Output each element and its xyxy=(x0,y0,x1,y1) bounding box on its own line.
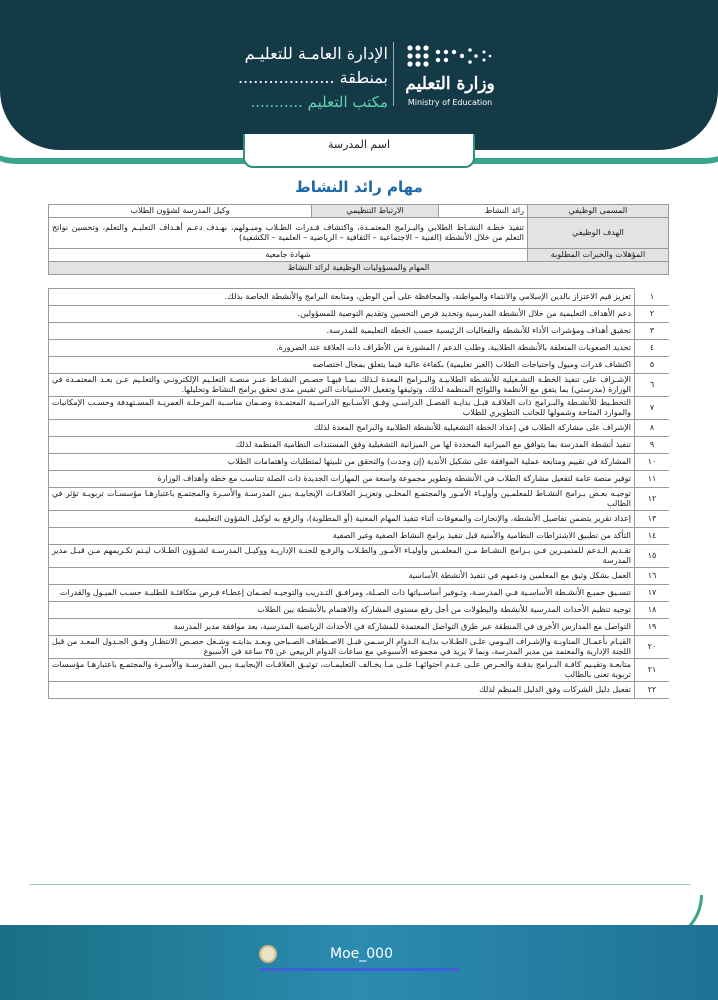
region-line: بمنطقة ................... xyxy=(237,68,388,87)
reporting-value: وكيل المدرسة لشؤون الطلاب xyxy=(49,205,312,218)
duty-number: ٦ xyxy=(635,374,670,397)
footer-handle: Moe_000 xyxy=(330,946,393,962)
duty-number: ١٧ xyxy=(635,585,670,602)
quals-row xyxy=(49,249,669,262)
duty-number: ٢١ xyxy=(635,659,670,682)
duty-number: ٢ xyxy=(635,306,670,323)
duty-number: ١٥ xyxy=(635,545,670,568)
duty-text: تقـديم الـدعم للمتميـزين فـي بـرامج النشـاط مـن المعلمـين وأوليـاء الأمـور والطـلاب والرفـع للجنـة الإداريـة ووكيـل المدرسـة لشـؤون الطـلاب ليـتم تكـريمهم مـن قبـل مدير المدرسة xyxy=(49,545,635,568)
duty-number: ١٢ xyxy=(635,488,670,511)
duties-header-row xyxy=(49,262,669,275)
duty-text: تنفيذ أنشطة المدرسة بما يتوافق مع الميزانية المحددة لها من الميزانية التشغيلية وفق المستندات النظامية المنظمة لذلك xyxy=(49,437,635,454)
duty-number: ١٤ xyxy=(635,528,670,545)
duty-text: توفير منصة عامة لتفعيل مشاركة الطلاب في الأنشطة وتطوير مجموعة واسعة من المهارات الجديدة ذات الصلة تتناسب مع خطة وأهداف الوزارة xyxy=(49,471,635,488)
quals-label: المؤهلات والخبرات المطلوبة xyxy=(528,249,669,262)
footer-logo-icon xyxy=(259,945,277,963)
duty-text: المشاركة في تقييم ومتابعة عملية الموافقة على تشكيل الأندية (إن وجدت) والتحقق من تلبيتها لمتطلبات واهتمامات الطلاب xyxy=(49,454,635,471)
duty-number: ١٣ xyxy=(635,511,670,528)
duties-list xyxy=(49,289,670,699)
duty-row xyxy=(49,397,670,420)
duty-number: ٥ xyxy=(635,357,670,374)
duty-text: دعم الأهداف التعليمية من خلال الأنشطة المدرسية وتحديد فرص التحسين وتقديم التوصية للمسؤولين. xyxy=(49,306,635,323)
duties-header: المهام والمسؤوليات الوظيفية لرائد النشاط xyxy=(49,262,669,275)
job-info-table xyxy=(48,204,669,275)
duty-row xyxy=(49,619,670,636)
duty-row xyxy=(49,585,670,602)
duty-row xyxy=(49,602,670,619)
duty-text: التخطـيط للأنشـطة والبـرامج ذات العلاقـة قبـل بدايـة الفصـل الدراسـي وفـق الأسـابيع الدراسـية المعتمـدة وضـمان مناسـبة المرحلـة العمريـة المسـتهدفة وحسـب الإمكانيات والموارد المتاحة وشمولها للجانب التطويري للطلاب xyxy=(49,397,635,420)
duty-number: ٩ xyxy=(635,437,670,454)
duty-row xyxy=(49,488,670,511)
duty-text: تنسـيق جميـع الأنشـطة الأساسـية فـي المدرسـة، وتـوفير أساسـياتها ذات الصـلة، ومرافـق التـدريب والتوجيـه لضـمان إعطـاء فـرص متكافئـة للطلبـة حسـب الميـول والقدرات xyxy=(49,585,635,602)
duty-row xyxy=(49,357,670,374)
duty-text: القيـام بأعمـال المناوبـة والإشـراف اليـومي علـى الطـلاب بدايـة الـدوام الرسـمي قبـل الاصـطفاف الصـباحي وبعـد بدايتـه وشـغل حصـص الانتظـار وفـق الجـدول المعـد من قبل اللجنة الإدارية والمعتمد من مدير المدرسة، وبما لا يزيد في مجموعه الأسبوعي مع ساعات الدوام الربيعي عن ٣٥ ساعة في الأسبوع xyxy=(49,636,635,659)
duty-row xyxy=(49,682,670,699)
job-title-value: رائد النشاط xyxy=(439,205,528,218)
logo-dots-icon xyxy=(404,42,494,74)
logo-arabic-text: وزارة التعليم xyxy=(405,74,495,94)
duty-number: ١٠ xyxy=(635,454,670,471)
duty-text: التواصل مع المدارس الأخرى في المنطقة عبر طرق التواصل المعتمدة للمشاركة في الأحداث الرياضية المدرسية، بعد موافقة مدير المدرسة xyxy=(49,619,635,636)
duty-number: ١٨ xyxy=(635,602,670,619)
duty-row xyxy=(49,437,670,454)
duty-number: ١٩ xyxy=(635,619,670,636)
duty-text: توجيه تنظيم الأحداث المدرسية للأنشطة والبطولات من أجل رفع مستوى المشاركة والاهتمام بالأنشطة بين الطلاب xyxy=(49,602,635,619)
goal-label: الهدف الوظيفي xyxy=(528,218,669,249)
footer-divider xyxy=(30,884,690,885)
duty-text: التأكد من تطبيق الاشتراطات النظامية والأمنية قبل تنفيذ برامج النشاط الصفية وغير الصفية xyxy=(49,528,635,545)
duty-number: ٨ xyxy=(635,420,670,437)
duty-row xyxy=(49,420,670,437)
reporting-label: الارتباط التنظيمي xyxy=(312,205,439,218)
duty-row xyxy=(49,289,670,306)
job-title-label: المسمى الوظيفي xyxy=(528,205,669,218)
ministry-logo xyxy=(400,42,500,106)
duty-row xyxy=(49,568,670,585)
duty-text: تعزيز قيم الاعتزاز بالدين الإسلامي والانتماء والمواطنة، والمحافظة على أمن الوطن، ومتابعة البرامج والأنشطة الخاصة بذلك. xyxy=(49,289,635,306)
duty-row xyxy=(49,545,670,568)
admin-title: الإدارة العامـة للتعليـم xyxy=(244,44,388,63)
goal-value: تنفيذ خطـة النشـاط الطلابي والبـرامج المعتمـدة، واكتشاف قـدرات الطـلاب وميـولهم، بهـدف دعـم أهـداف التعليـم والتعلم، وتحسين نواتج التعلم من خلال الأنشطة (الفنية – الاجتماعية – الثقافية – الرياضية – العلمية – الكشفية) xyxy=(49,218,528,249)
page-title: مهام رائد النشاط xyxy=(295,178,423,196)
logo-english-text: Ministry of Education xyxy=(407,98,493,107)
duty-row xyxy=(49,511,670,528)
duty-number: ٤ xyxy=(635,340,670,357)
school-name-tab: اسم المدرسة xyxy=(243,134,475,168)
duty-text: الإشراف على مشاركة الطلاب في إعداد الخطة التشغيلية للأنشطة الطلابية والبرامج المعدة لذلك xyxy=(49,420,635,437)
duty-row xyxy=(49,471,670,488)
duty-row xyxy=(49,374,670,397)
goal-row xyxy=(49,218,669,249)
duty-text: العمل بشكل وثيق مع المعلمين ودعمهم في تنفيذ الأنشطة الأساسية xyxy=(49,568,635,585)
quals-value: شهادة جامعية xyxy=(49,249,528,262)
duty-row xyxy=(49,636,670,659)
office-line: مكتب التعليم ........... xyxy=(250,93,388,111)
duty-text: إعداد تقرير يتضمن تفاصيل الأنشطة، والإنجازات والمعوقات أثناء تنفيذ المهام المعنية (أو المطلوبة)، والرفع به لوكيل الشؤون التعليمية xyxy=(49,511,635,528)
footer-underline xyxy=(260,968,460,971)
duty-row xyxy=(49,323,670,340)
duty-row xyxy=(49,528,670,545)
duty-text: متابعـة وتقيـيم كافـة البـرامج بدقـة والحـرص علـى عـدم احتوائهـا علـى مـا يخـالف التعليمـات، توثيـق العلاقـات الإيجابيـة بـين المدرسـة والأسـرة والمجتمـع باعتبارهـا مؤسسات تربوية تعنى بالطالب xyxy=(49,659,635,682)
duties-table xyxy=(48,288,669,699)
logo-divider xyxy=(393,42,394,106)
admin-title-block xyxy=(238,42,388,114)
duty-text: اكتشاف قدرات وميول واحتياجات الطلاب (الغير تعليمية) بكفاءة عالية فيما يتعلق بمجال اختصاصه xyxy=(49,357,635,374)
duty-number: ٧ xyxy=(635,397,670,420)
duty-number: ١٦ xyxy=(635,568,670,585)
duty-number: ٢٢ xyxy=(635,682,670,699)
duty-number: ١١ xyxy=(635,471,670,488)
duty-row xyxy=(49,306,670,323)
duty-number: ٢٠ xyxy=(635,636,670,659)
duty-number: ٣ xyxy=(635,323,670,340)
job-title-row xyxy=(49,205,669,218)
page-footer xyxy=(0,925,718,1000)
duty-text: تفعيل دليل الشركات وفق الدليل المنظم لذلك xyxy=(49,682,635,699)
duty-text: تحقيق أهداف ومؤشرات الأداء للأنشطة والفعاليات الرئيسية حسب الخطة التعليمية للمدرسة. xyxy=(49,323,635,340)
duty-row xyxy=(49,340,670,357)
duty-text: الإشـراف على تنفيذ الخطـة التشـغيلية للأنشـطة الطلابيـة والبـرامج المعدة لـذلك بمـا فيهـا حصـص النشـاط عبـر منصـة التعلـيم الإلكترونـي والتعلـيم عـن بعـد المعتمـدة في الوزارة (مدرستي) بما يتفق مع الأنظمة واللوائح المنظمة لذلك. وتوثيقها وتفعيل الاستبيانات التي تقيس مدى تحقق برامج النشاط وتحليلها. xyxy=(49,374,635,397)
duty-number: ١ xyxy=(635,289,670,306)
duty-text: توجيـه بعـض بـرامج النشـاط للمعلمـين وأوليـاء الأمـور والمجتمـع المحلـي وتعزيـز العلاقـات الإيجابيـة بـين المدرسـة والأسـرة والمجتمـع باعتبارهـا مؤسسـات تربويـة تؤثر في الطالب xyxy=(49,488,635,511)
duty-row xyxy=(49,659,670,682)
duty-text: تحديد الصعوبات المتعلقة بالأنشطة الطلابية، وطلب الدعم / المشورة من الأطراف ذات العلاقة عند الضرورة. xyxy=(49,340,635,357)
duty-row xyxy=(49,454,670,471)
